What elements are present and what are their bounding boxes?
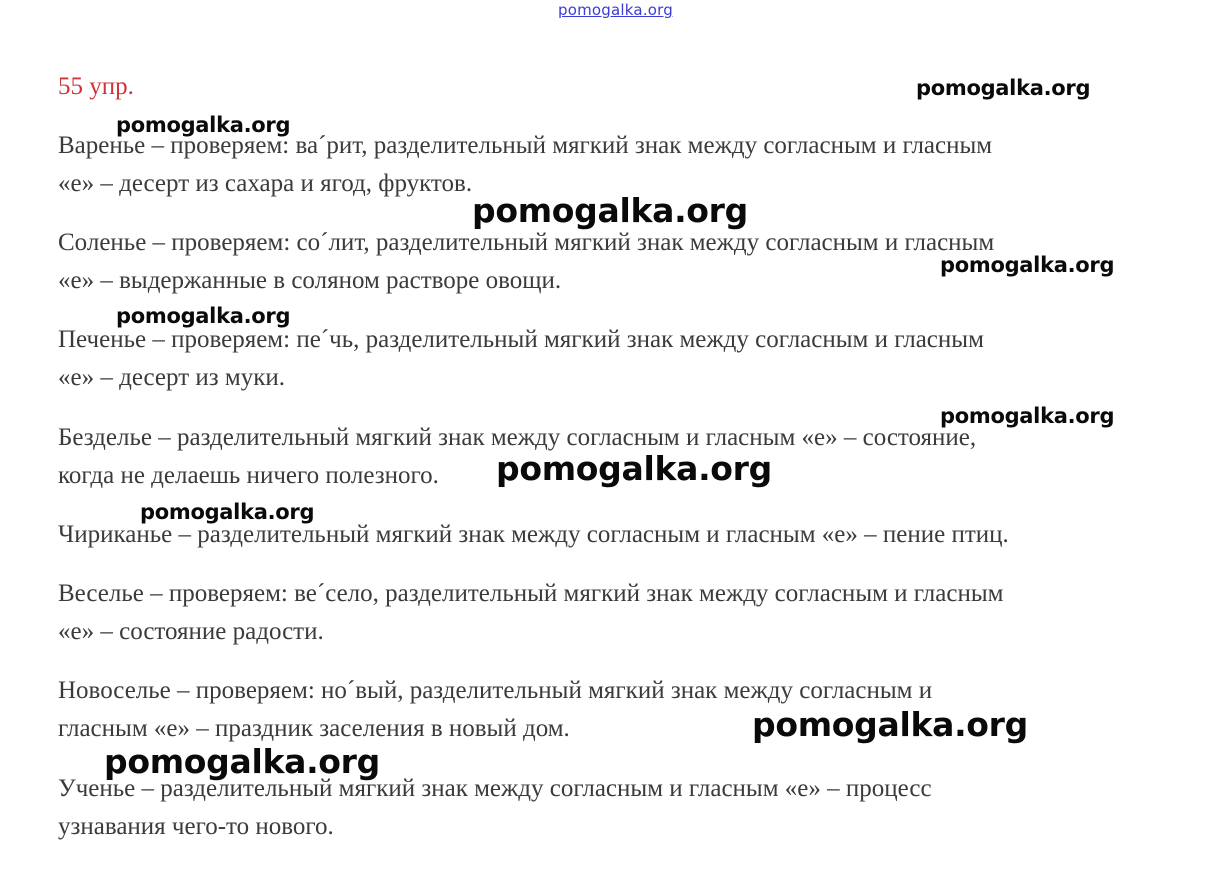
paragraph-line: Веселье – проверяем: ве´село, разделительный мягкий знак между согласным и гласным <box>58 580 1004 607</box>
watermark: pomogalka.org <box>472 191 748 230</box>
paragraph-line: Ученье – разделительный мягкий знак между согласным и гласным «е» – процесс <box>58 775 932 802</box>
paragraph-line: Печенье – проверяем: пе´чь, разделительный мягкий знак между согласным и гласным <box>58 326 984 353</box>
watermark: pomogalka.org <box>916 76 1091 100</box>
paragraph-line: гласным «е» – праздник заселения в новый дом. <box>58 715 570 742</box>
paragraph-line: «е» – десерт из муки. <box>58 364 285 391</box>
paragraph-line: Соленье – проверяем: со´лит, разделительный мягкий знак между согласным и гласным <box>58 229 995 256</box>
paragraph-line: Безделье – разделительный мягкий знак между согласным и гласным «е» – состояние, <box>58 424 977 451</box>
paragraph-line: когда не делаешь ничего полезного. <box>58 462 439 489</box>
exercise-heading: 55 упр. <box>58 73 134 100</box>
paragraph-line: узнавания чего-то нового. <box>58 813 334 840</box>
watermark: pomogalka.org <box>104 742 380 781</box>
watermark: pomogalka.org <box>116 113 291 137</box>
paragraph-line: «е» – десерт из сахара и ягод, фруктов. <box>58 170 473 197</box>
paragraph-line: «е» – состояние радости. <box>58 618 324 645</box>
paragraph-line: Чириканье – разделительный мягкий знак между согласным и гласным «е» – пение птиц. <box>58 521 1009 548</box>
paragraph-line: Варенье – проверяем: ва´рит, разделительный мягкий знак между согласным и гласным <box>58 132 993 159</box>
paragraph-pechenye <box>58 321 1208 397</box>
paragraph-line: «е» – выдержанные в соляном растворе овощи. <box>58 267 562 294</box>
watermark: pomogalka.org <box>140 500 315 524</box>
watermark: pomogalka.org <box>116 304 291 328</box>
watermark: pomogalka.org <box>940 253 1115 277</box>
watermark: pomogalka.org <box>940 404 1115 428</box>
watermark: pomogalka.org <box>496 449 772 488</box>
watermark: pomogalka.org <box>752 705 1028 744</box>
paragraph-novoselye <box>58 672 1208 748</box>
paragraph-line: Новоселье – проверяем: но´вый, разделительный мягкий знак между согласным и <box>58 677 933 704</box>
paragraph-uchenye <box>58 770 1208 846</box>
paragraph-veselye <box>58 575 1208 651</box>
site-link[interactable]: pomogalka.org <box>558 1 673 19</box>
